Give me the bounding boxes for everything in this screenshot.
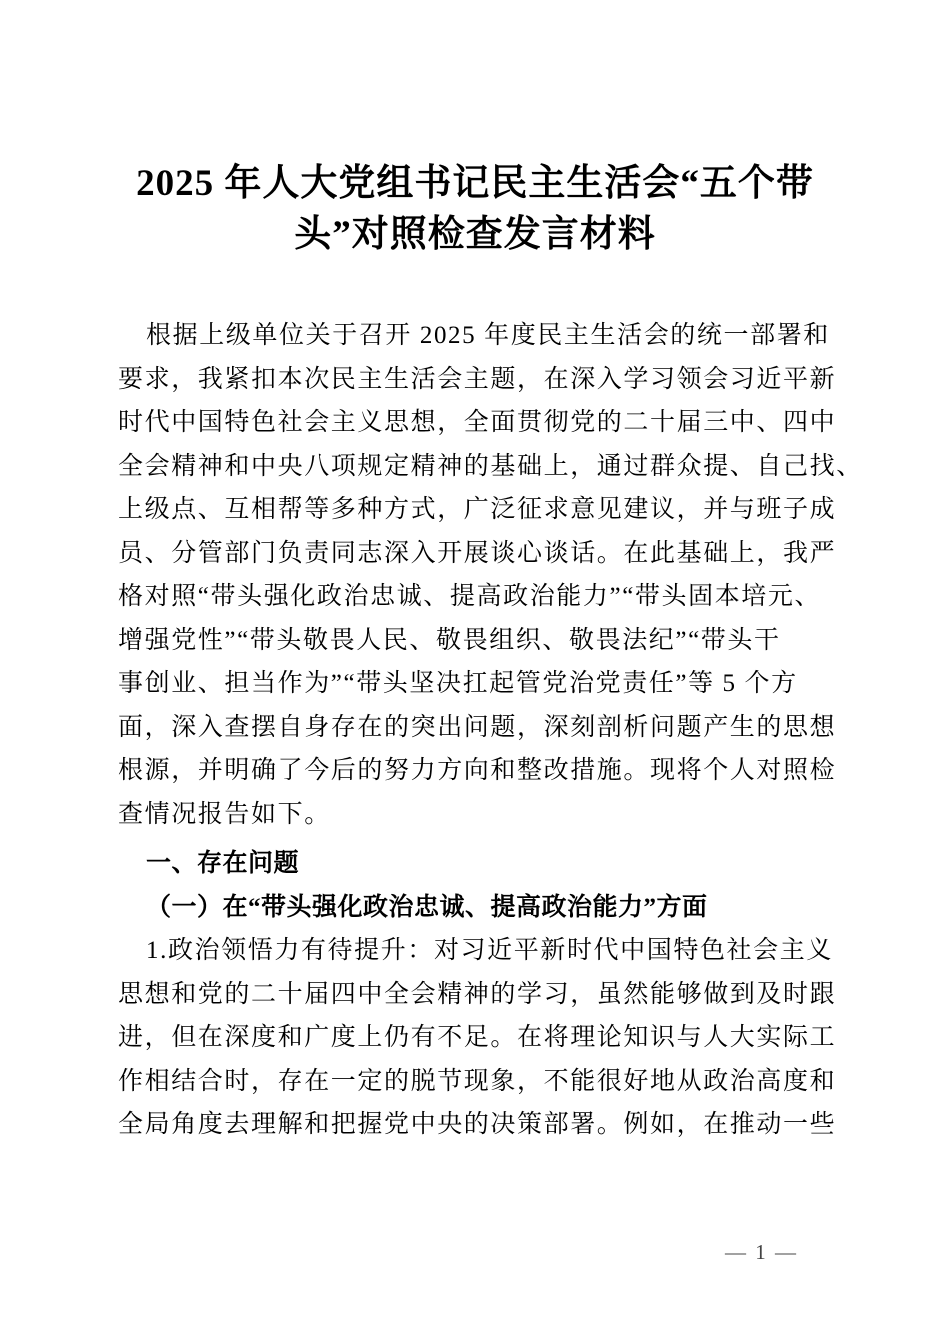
intro-paragraph-line: 格对照“带头强化政治忠诚、提高政治能力”“带头固本培元、 xyxy=(118,583,822,610)
page-number: — 1 — xyxy=(725,1240,798,1264)
item-paragraph-line: 进，但在深度和广度上仍有不足。在将理论知识与人大实际工 xyxy=(118,1024,837,1051)
intro-paragraph-line: 员、分管部门负责同志深入开展谈心谈话。在此基础上，我严 xyxy=(118,539,837,567)
intro-paragraph-line: 面，深入查摆自身存在的突出问题，深刻剖析问题产生的思想 xyxy=(118,713,837,741)
intro-paragraph-line: 要求，我紧扣本次民主生活会主题，在深入学习领会习近平新 xyxy=(118,365,837,393)
intro-paragraph-line: 增强党性”“带头敬畏人民、敬畏组织、敬畏法纪”“带头干 xyxy=(118,626,781,654)
document-title-line-1: 2025 年人大党组书记民主生活会“五个带 xyxy=(136,163,814,204)
document-title xyxy=(118,158,832,260)
subsection-heading-political-loyalty: （一）在“带头强化政治忠诚、提高政治能力”方面 xyxy=(146,893,708,921)
intro-paragraph-line: 事创业、担当作为”“带头坚决扛起管党治党责任”等 5 个方 xyxy=(118,670,798,697)
document-title-line-2: 头”对照检查发言材料 xyxy=(294,214,656,255)
item-paragraph-line: 全局角度去理解和把握党中央的决策部署。例如，在推动一些 xyxy=(118,1111,837,1138)
intro-paragraph-line: 时代中国特色社会主义思想，全面贯彻党的二十届三中、四中 xyxy=(118,409,837,436)
intro-paragraph-line: 根源，并明确了今后的努力方向和整改措施。现将个人对照检 xyxy=(118,757,837,784)
item-paragraph-line: 1.政治领悟力有待提升：对习近平新时代中国特色社会主义 xyxy=(146,937,833,964)
item-paragraph-line: 思想和党的二十届四中全会精神的学习，虽然能够做到及时跟 xyxy=(118,980,837,1008)
page-footer xyxy=(725,1241,798,1263)
intro-paragraph-line: 根据上级单位关于召开 2025 年度民主生活会的统一部署和 xyxy=(146,322,830,349)
section-heading-problems: 一、存在问题 xyxy=(146,849,300,877)
intro-paragraph-line: 查情况报告如下。 xyxy=(118,800,331,828)
item-paragraph-line: 作相结合时，存在一定的脱节现象，不能很好地从政治高度和 xyxy=(118,1067,837,1095)
document-body xyxy=(118,314,863,1147)
intro-paragraph-line: 上级点、互相帮等多种方式，广泛征求意见建议，并与班子成 xyxy=(118,496,837,523)
intro-paragraph-line: 全会精神和中央八项规定精神的基础上，通过群众提、自己找、 xyxy=(118,452,863,480)
